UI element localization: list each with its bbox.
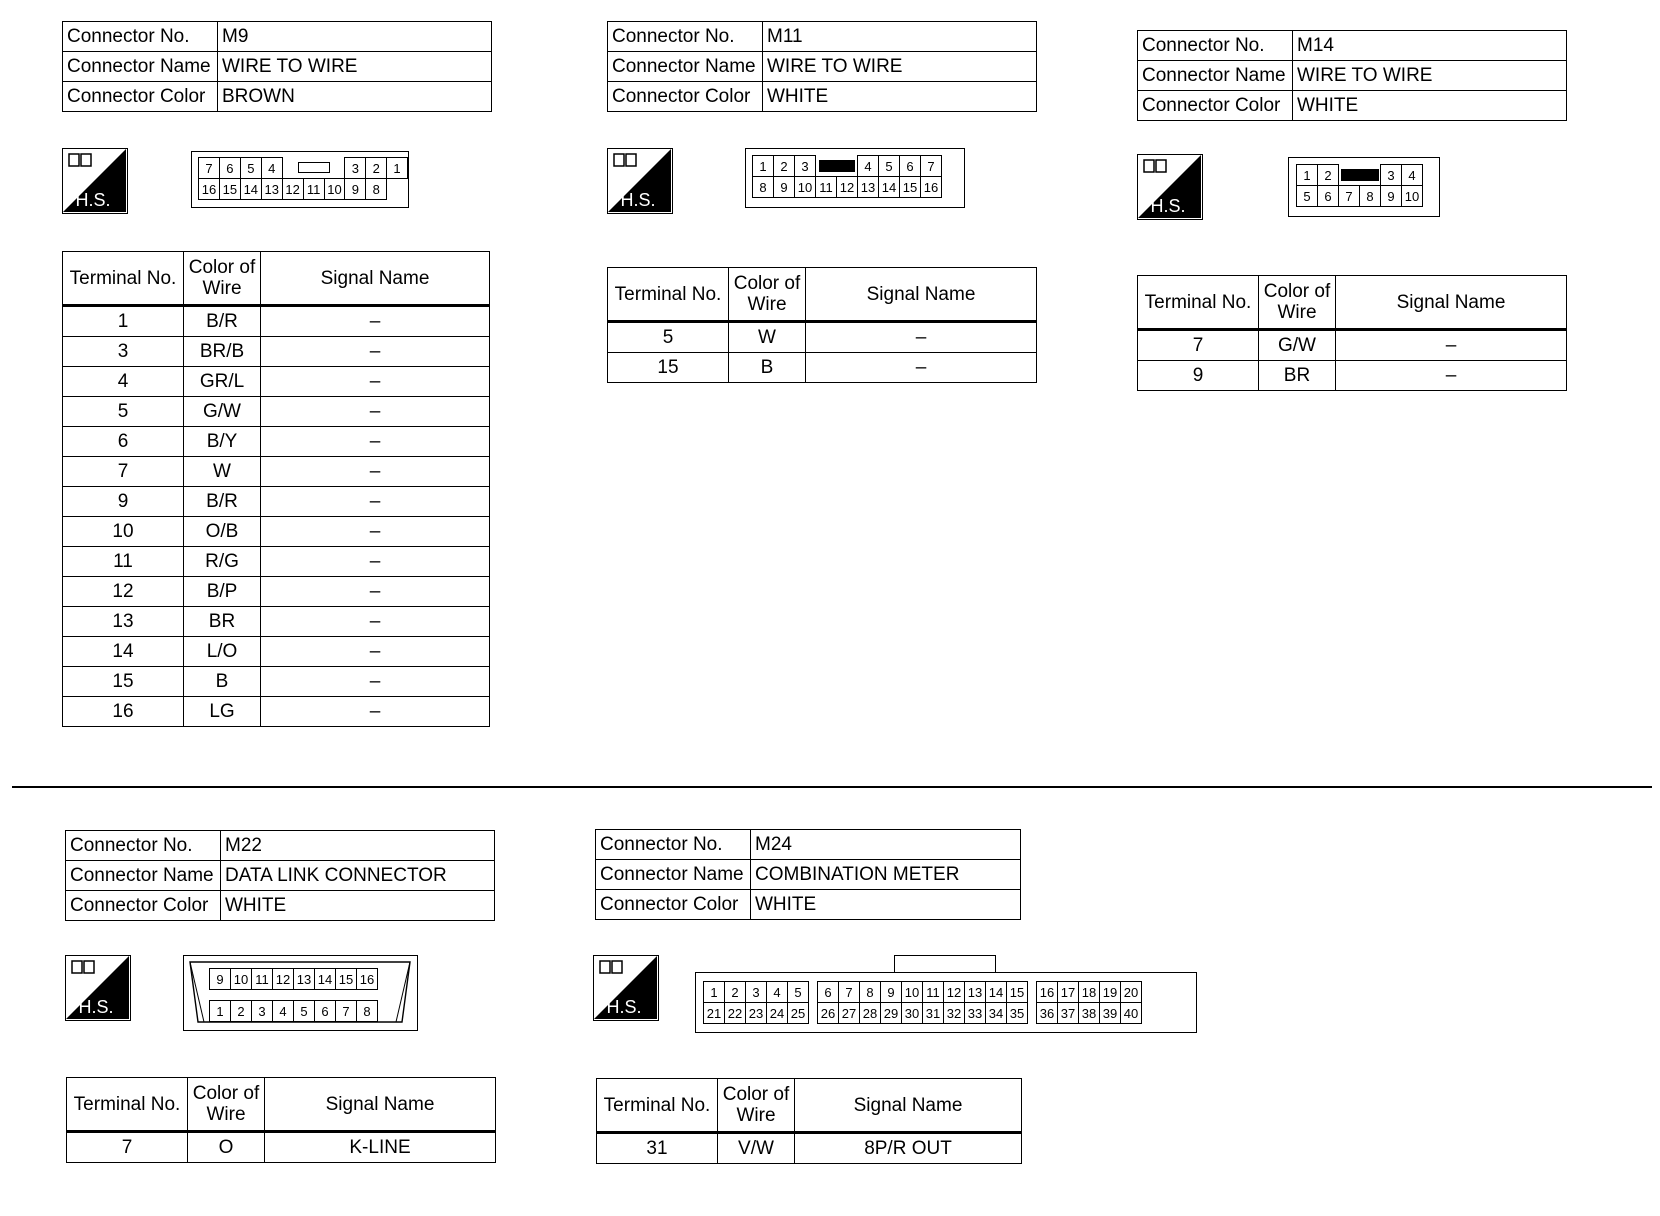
- pin: 10: [324, 179, 345, 200]
- terminal-no-cell: 15: [608, 353, 729, 383]
- pin: 7: [336, 1001, 357, 1022]
- connector-info-m22: [65, 830, 495, 921]
- connector-name-value: WIRE TO WIRE: [218, 52, 492, 82]
- signal-name-cell: K-LINE: [265, 1132, 496, 1163]
- connector-face-m14: [1288, 157, 1440, 217]
- pin: 11: [923, 982, 944, 1003]
- svg-text:H.S.: H.S.: [75, 190, 111, 210]
- pin: 15: [219, 179, 240, 200]
- pin: 16: [199, 179, 220, 200]
- pin: 12: [273, 969, 294, 990]
- signal-name-cell: –: [261, 607, 490, 637]
- header-color-of-wire: Color of Wire: [1259, 276, 1336, 330]
- pin: 5: [294, 1001, 315, 1022]
- wire-color-cell: L/O: [184, 637, 261, 667]
- connector-no-value: M22: [221, 831, 495, 861]
- pin: 10: [1402, 186, 1423, 207]
- svg-text:H.S.: H.S.: [620, 190, 656, 210]
- table-row: [63, 367, 490, 397]
- pin: 8: [860, 982, 881, 1003]
- pin: 6: [818, 982, 839, 1003]
- signal-name-cell: –: [261, 547, 490, 577]
- connector-color-value: WHITE: [751, 890, 1021, 920]
- pin: 4: [261, 158, 282, 179]
- wire-color-cell: O: [188, 1132, 265, 1163]
- table-row: [597, 1133, 1022, 1164]
- pin: 8: [366, 179, 387, 200]
- pin: 15: [1007, 982, 1028, 1003]
- label-connector-name: Connector Name: [63, 52, 218, 82]
- connector-info-m24: [595, 829, 1021, 920]
- terminal-no-cell: 14: [63, 637, 184, 667]
- terminal-no-cell: 7: [1138, 330, 1259, 361]
- signal-name-cell: –: [261, 397, 490, 427]
- terminal-no-cell: 3: [63, 337, 184, 367]
- harness-side-icon: [1137, 154, 1203, 220]
- terminal-no-cell: 7: [63, 457, 184, 487]
- pin: 37: [1058, 1003, 1079, 1024]
- wire-color-cell: B/R: [184, 306, 261, 337]
- connector-name-value: COMBINATION METER: [751, 860, 1021, 890]
- table-row: [63, 577, 490, 607]
- terminal-table-m24: [596, 1078, 1022, 1164]
- connector-info-m14: [1137, 30, 1567, 121]
- harness-side-icon: [65, 955, 131, 1021]
- connector-color-value: BROWN: [218, 82, 492, 112]
- label-connector-color: Connector Color: [1138, 91, 1293, 121]
- wire-color-cell: B: [184, 667, 261, 697]
- wire-color-cell: BR/B: [184, 337, 261, 367]
- signal-name-cell: –: [806, 353, 1037, 383]
- connector-name-value: DATA LINK CONNECTOR: [221, 861, 495, 891]
- table-row: [608, 353, 1037, 383]
- label-connector-no: Connector No.: [596, 830, 751, 860]
- pin: 4: [1402, 165, 1423, 186]
- pin: 12: [837, 177, 858, 198]
- pin: 21: [704, 1003, 725, 1024]
- pin: 1: [1297, 165, 1318, 186]
- pin: 18: [1079, 982, 1100, 1003]
- pin: 2: [774, 156, 795, 177]
- pin: 15: [900, 177, 921, 198]
- label-connector-name: Connector Name: [596, 860, 751, 890]
- table-row: [63, 607, 490, 637]
- wire-color-cell: BR: [184, 607, 261, 637]
- pin: 33: [965, 1003, 986, 1024]
- header-signal-name: Signal Name: [1336, 276, 1567, 330]
- header-terminal-no: Terminal No.: [63, 252, 184, 306]
- terminal-no-cell: 16: [63, 697, 184, 727]
- table-row: [63, 547, 490, 577]
- harness-side-icon: [593, 955, 659, 1021]
- pin: 5: [788, 982, 809, 1003]
- pin: 11: [303, 179, 324, 200]
- connector-info-m11: [607, 21, 1037, 112]
- terminal-no-cell: 9: [1138, 361, 1259, 391]
- pin: 12: [282, 179, 303, 200]
- terminal-no-cell: 10: [63, 517, 184, 547]
- signal-name-cell: –: [261, 457, 490, 487]
- signal-name-cell: –: [1336, 361, 1567, 391]
- wire-color-cell: GR/L: [184, 367, 261, 397]
- label-connector-name: Connector Name: [1138, 61, 1293, 91]
- pin: 25: [788, 1003, 809, 1024]
- pin: 7: [199, 158, 220, 179]
- pin: 8: [1360, 186, 1381, 207]
- pin: 6: [1318, 186, 1339, 207]
- signal-name-cell: –: [261, 487, 490, 517]
- pin: 6: [900, 156, 921, 177]
- table-row: [63, 517, 490, 547]
- pin: 20: [1121, 982, 1142, 1003]
- header-color-of-wire: Color of Wire: [188, 1078, 265, 1132]
- terminal-no-cell: 1: [63, 306, 184, 337]
- header-terminal-no: Terminal No.: [67, 1078, 188, 1132]
- key-slot: [1339, 165, 1381, 186]
- pin: 16: [1037, 982, 1058, 1003]
- pin: 2: [725, 982, 746, 1003]
- terminal-no-cell: 4: [63, 367, 184, 397]
- harness-side-icon: [607, 148, 673, 214]
- pin: 14: [879, 177, 900, 198]
- pin: 15: [336, 969, 357, 990]
- header-signal-name: Signal Name: [265, 1078, 496, 1132]
- signal-name-cell: –: [806, 322, 1037, 353]
- header-color-of-wire: Color of Wire: [729, 268, 806, 322]
- pin: 9: [345, 179, 366, 200]
- signal-name-cell: 8P/R OUT: [795, 1133, 1022, 1164]
- header-signal-name: Signal Name: [795, 1079, 1022, 1133]
- connector-no-value: M24: [751, 830, 1021, 860]
- pin: 5: [240, 158, 261, 179]
- table-row: [63, 427, 490, 457]
- pin: 1: [704, 982, 725, 1003]
- svg-text:H.S.: H.S.: [78, 997, 114, 1017]
- pin: 30: [902, 1003, 923, 1024]
- pin: 5: [1297, 186, 1318, 207]
- connector-no-value: M11: [763, 22, 1037, 52]
- wire-color-cell: W: [184, 457, 261, 487]
- pin: 6: [219, 158, 240, 179]
- pin: 7: [839, 982, 860, 1003]
- label-connector-no: Connector No.: [608, 22, 763, 52]
- pin: 7: [921, 156, 942, 177]
- wire-color-cell: G/W: [1259, 330, 1336, 361]
- pin: 13: [294, 969, 315, 990]
- pin: 16: [357, 969, 378, 990]
- pin: 1: [387, 158, 408, 179]
- pin: 27: [839, 1003, 860, 1024]
- signal-name-cell: –: [261, 697, 490, 727]
- pin: 24: [767, 1003, 788, 1024]
- pin: 14: [315, 969, 336, 990]
- connector-info-m9: [62, 21, 492, 112]
- signal-name-cell: –: [261, 367, 490, 397]
- pin: 9: [774, 177, 795, 198]
- pin: 31: [923, 1003, 944, 1024]
- label-connector-no: Connector No.: [63, 22, 218, 52]
- pin: 3: [345, 158, 366, 179]
- wire-color-cell: O/B: [184, 517, 261, 547]
- wire-color-cell: V/W: [718, 1133, 795, 1164]
- header-terminal-no: Terminal No.: [597, 1079, 718, 1133]
- label-connector-color: Connector Color: [596, 890, 751, 920]
- terminal-table-m9: [62, 251, 490, 727]
- pin: 12: [944, 982, 965, 1003]
- connector-no-value: M9: [218, 22, 492, 52]
- pin: 39: [1100, 1003, 1121, 1024]
- pin: 4: [858, 156, 879, 177]
- pin: 9: [1381, 186, 1402, 207]
- wire-color-cell: BR: [1259, 361, 1336, 391]
- wire-color-cell: B/Y: [184, 427, 261, 457]
- header-terminal-no: Terminal No.: [608, 268, 729, 322]
- pin: 2: [231, 1001, 252, 1022]
- header-signal-name: Signal Name: [261, 252, 490, 306]
- terminal-no-cell: 12: [63, 577, 184, 607]
- pin: 34: [986, 1003, 1007, 1024]
- key-slot: [816, 156, 858, 177]
- pin: 35: [1007, 1003, 1028, 1024]
- pin: 7: [1339, 186, 1360, 207]
- table-row: [63, 487, 490, 517]
- pin: 40: [1121, 1003, 1142, 1024]
- pin: 4: [767, 982, 788, 1003]
- signal-name-cell: –: [261, 667, 490, 697]
- pin: 38: [1079, 1003, 1100, 1024]
- terminal-no-cell: 5: [608, 322, 729, 353]
- terminal-table-m22: [66, 1077, 496, 1163]
- terminal-no-cell: 15: [63, 667, 184, 697]
- key-slot: [282, 158, 345, 179]
- table-row: [63, 457, 490, 487]
- pin: 28: [860, 1003, 881, 1024]
- pin: 1: [753, 156, 774, 177]
- header-color-of-wire: Color of Wire: [184, 252, 261, 306]
- pin: 13: [858, 177, 879, 198]
- pin: 19: [1100, 982, 1121, 1003]
- pin: 2: [366, 158, 387, 179]
- pin: 4: [273, 1001, 294, 1022]
- wire-color-cell: B/P: [184, 577, 261, 607]
- pin: 3: [795, 156, 816, 177]
- label-connector-no: Connector No.: [66, 831, 221, 861]
- signal-name-cell: –: [261, 306, 490, 337]
- connector-color-value: WHITE: [1293, 91, 1567, 121]
- table-row: [63, 306, 490, 337]
- connector-name-value: WIRE TO WIRE: [763, 52, 1037, 82]
- pin: 10: [902, 982, 923, 1003]
- table-row: [63, 667, 490, 697]
- wire-color-cell: LG: [184, 697, 261, 727]
- pin: 10: [231, 969, 252, 990]
- connector-face-m22: [183, 955, 418, 1031]
- header-color-of-wire: Color of Wire: [718, 1079, 795, 1133]
- terminal-no-cell: 31: [597, 1133, 718, 1164]
- wire-color-cell: G/W: [184, 397, 261, 427]
- label-connector-color: Connector Color: [63, 82, 218, 112]
- pin: 10: [795, 177, 816, 198]
- signal-name-cell: –: [261, 337, 490, 367]
- terminal-no-cell: 7: [67, 1132, 188, 1163]
- pin: 3: [1381, 165, 1402, 186]
- signal-name-cell: –: [261, 637, 490, 667]
- pin: 6: [315, 1001, 336, 1022]
- terminal-no-cell: 13: [63, 607, 184, 637]
- terminal-no-cell: 9: [63, 487, 184, 517]
- table-row: [63, 397, 490, 427]
- pin: 29: [881, 1003, 902, 1024]
- connector-face-m11: [745, 148, 965, 208]
- pin: 11: [816, 177, 837, 198]
- svg-text:H.S.: H.S.: [606, 997, 642, 1017]
- wire-color-cell: R/G: [184, 547, 261, 577]
- signal-name-cell: –: [1336, 330, 1567, 361]
- signal-name-cell: –: [261, 427, 490, 457]
- pin: 26: [818, 1003, 839, 1024]
- pin: 32: [944, 1003, 965, 1024]
- terminal-table-m14: [1137, 275, 1567, 391]
- pin: 14: [986, 982, 1007, 1003]
- pin: 16: [921, 177, 942, 198]
- pin: 13: [261, 179, 282, 200]
- table-row: [63, 697, 490, 727]
- pin: 17: [1058, 982, 1079, 1003]
- label-connector-name: Connector Name: [608, 52, 763, 82]
- wire-color-cell: B: [729, 353, 806, 383]
- pin: 9: [210, 969, 231, 990]
- pin: 13: [965, 982, 986, 1003]
- label-connector-color: Connector Color: [66, 891, 221, 921]
- terminal-no-cell: 5: [63, 397, 184, 427]
- table-row: [67, 1132, 496, 1163]
- pin: 22: [725, 1003, 746, 1024]
- pin: 23: [746, 1003, 767, 1024]
- table-row: [1138, 361, 1567, 391]
- wire-color-cell: B/R: [184, 487, 261, 517]
- signal-name-cell: –: [261, 517, 490, 547]
- pin: 3: [252, 1001, 273, 1022]
- connector-color-value: WHITE: [763, 82, 1037, 112]
- pin: 8: [753, 177, 774, 198]
- terminal-table-m11: [607, 267, 1037, 383]
- connector-color-value: WHITE: [221, 891, 495, 921]
- label-connector-no: Connector No.: [1138, 31, 1293, 61]
- pin: 1: [210, 1001, 231, 1022]
- terminal-no-cell: 6: [63, 427, 184, 457]
- connector-face-m9: [191, 151, 409, 208]
- terminal-no-cell: 11: [63, 547, 184, 577]
- pin: 2: [1318, 165, 1339, 186]
- pin: 8: [357, 1001, 378, 1022]
- pin: 36: [1037, 1003, 1058, 1024]
- table-row: [608, 322, 1037, 353]
- label-connector-color: Connector Color: [608, 82, 763, 112]
- pin: 11: [252, 969, 273, 990]
- section-divider: [12, 786, 1652, 788]
- connector-no-value: M14: [1293, 31, 1567, 61]
- signal-name-cell: –: [261, 577, 490, 607]
- label-connector-name: Connector Name: [66, 861, 221, 891]
- header-terminal-no: Terminal No.: [1138, 276, 1259, 330]
- connector-name-value: WIRE TO WIRE: [1293, 61, 1567, 91]
- table-row: [63, 637, 490, 667]
- pin: 5: [879, 156, 900, 177]
- pin: 9: [881, 982, 902, 1003]
- table-row: [63, 337, 490, 367]
- connector-face-m24: [695, 955, 1200, 1033]
- svg-text:H.S.: H.S.: [1150, 196, 1186, 216]
- pin: 14: [240, 179, 261, 200]
- wire-color-cell: W: [729, 322, 806, 353]
- pin: 3: [746, 982, 767, 1003]
- header-signal-name: Signal Name: [806, 268, 1037, 322]
- table-row: [1138, 330, 1567, 361]
- harness-side-icon: [62, 148, 128, 214]
